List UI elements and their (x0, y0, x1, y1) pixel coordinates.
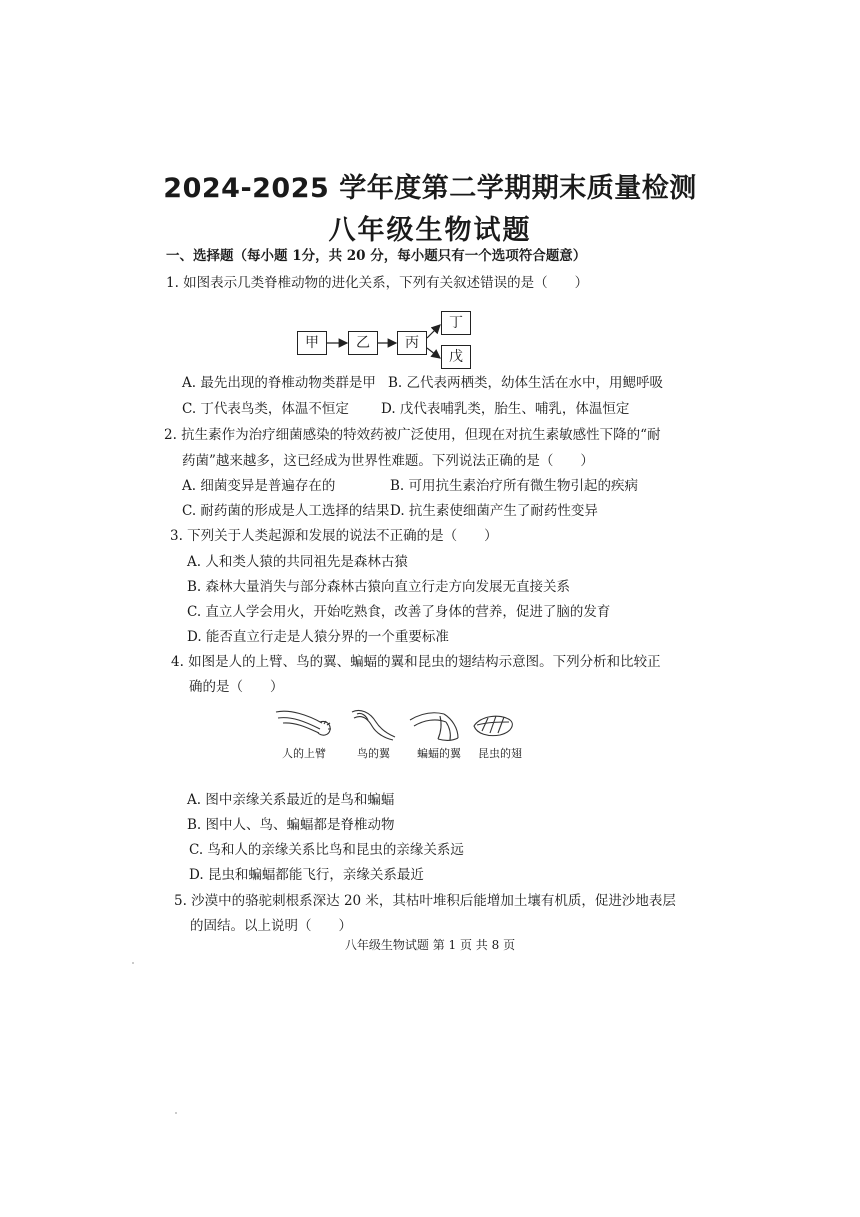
q3-option-c: C. 直立人学会用火，开始吃熟食，改善了身体的营养，促进了脑的发育 (187, 604, 611, 620)
exam-subtitle: 八年级生物试题 (328, 215, 532, 246)
bat-wing-drawing (410, 713, 458, 741)
q4-option-b: B. 图中人、鸟、蝙蝠都是脊椎动物 (187, 817, 395, 833)
q1-option-a: A. 最先出现的脊椎动物类群是甲 (182, 375, 376, 391)
question-2-stem-line1: 2. 抗生素作为治疗细菌感染的特效药被广泛使用，但现在对抗生素敏感性下降的“耐 (164, 427, 661, 443)
q1-option-c: C. 丁代表鸟类，体温不恒定 (182, 401, 349, 417)
question-2-stem-line2: 药菌”越来越多，这已经成为世界性难题。下列说法正确的是（ ） (182, 453, 594, 469)
human-arm-drawing (276, 711, 331, 735)
scan-speck (175, 1112, 177, 1114)
question-3-stem: 3. 下列关于人类起源和发展的说法不正确的是（ ） (170, 528, 498, 544)
q1-option-b: B. 乙代表两栖类，幼体生活在水中，用鳃呼吸 (388, 375, 664, 391)
q3-option-b: B. 森林大量消失与部分森林古猿向直立行走方向发展无直接关系 (187, 579, 571, 595)
diagram-node-ding: 丁 (441, 311, 471, 335)
diagram-node-wu: 戊 (441, 345, 471, 369)
q3-option-a: A. 人和类人猿的共同祖先是森林古猿 (187, 554, 408, 570)
question-1-stem: 1. 如图表示几类脊椎动物的进化关系，下列有关叙述错误的是（ ） (166, 275, 589, 291)
diagram-node-bing: 丙 (397, 331, 427, 355)
q2-option-d: D. 抗生素使细菌产生了耐药性变异 (390, 503, 598, 519)
q3-option-d: D. 能否直立行走是人猿分界的一个重要标准 (187, 629, 449, 645)
question-5-stem-line2: 的固结。以上说明（ ） (190, 918, 352, 934)
exam-title: 2024-2025 学年度第二学期期末质量检测 (163, 173, 697, 204)
scan-speck (132, 962, 134, 964)
q2-option-a: A. 细菌变异是普遍存在的 (182, 478, 336, 494)
q2-option-c: C. 耐药菌的形成是人工选择的结果 (182, 503, 390, 519)
figure-label-insect-wing: 昆虫的翅 (478, 747, 522, 760)
figure-label-bat-wing: 蝙蝠的翼 (417, 747, 461, 760)
section-heading: 一、选择题（每小题 1分，共 20 分，每小题只有一个选项符合题意） (166, 248, 587, 264)
insect-wing-drawing (474, 716, 512, 736)
page-footer: 八年级生物试题 第 1 页 共 8 页 (344, 938, 516, 952)
q4-option-c: C. 鸟和人的亲缘关系比鸟和昆虫的亲缘关系远 (189, 842, 464, 858)
figure-label-human-arm: 人的上臂 (282, 747, 326, 760)
question-5-stem-line1: 5. 沙漠中的骆驼刺根系深达 20 米，其枯叶堆积后能增加土壤有机质，促进沙地表层 (174, 893, 676, 909)
question-4-stem-line1: 4. 如图是人的上臂、鸟的翼、蝙蝠的翼和昆虫的翅结构示意图。下列分析和比较正 (171, 654, 661, 670)
diagram-node-yi: 乙 (348, 331, 378, 355)
q1-option-d: D. 戊代表哺乳类，胎生、哺乳，体温恒定 (381, 401, 630, 417)
q4-option-d: D. 昆虫和蝙蝠都能飞行，亲缘关系最近 (189, 867, 424, 883)
figure-label-bird-wing: 鸟的翼 (357, 747, 390, 760)
bird-wing-drawing (352, 710, 395, 740)
question-4-stem-line2: 确的是（ ） (189, 679, 284, 695)
q4-option-a: A. 图中亲缘关系最近的是鸟和蝙蝠 (187, 792, 395, 808)
q2-option-b: B. 可用抗生素治疗所有微生物引起的疾病 (390, 478, 639, 494)
diagram-node-jia: 甲 (297, 331, 327, 355)
